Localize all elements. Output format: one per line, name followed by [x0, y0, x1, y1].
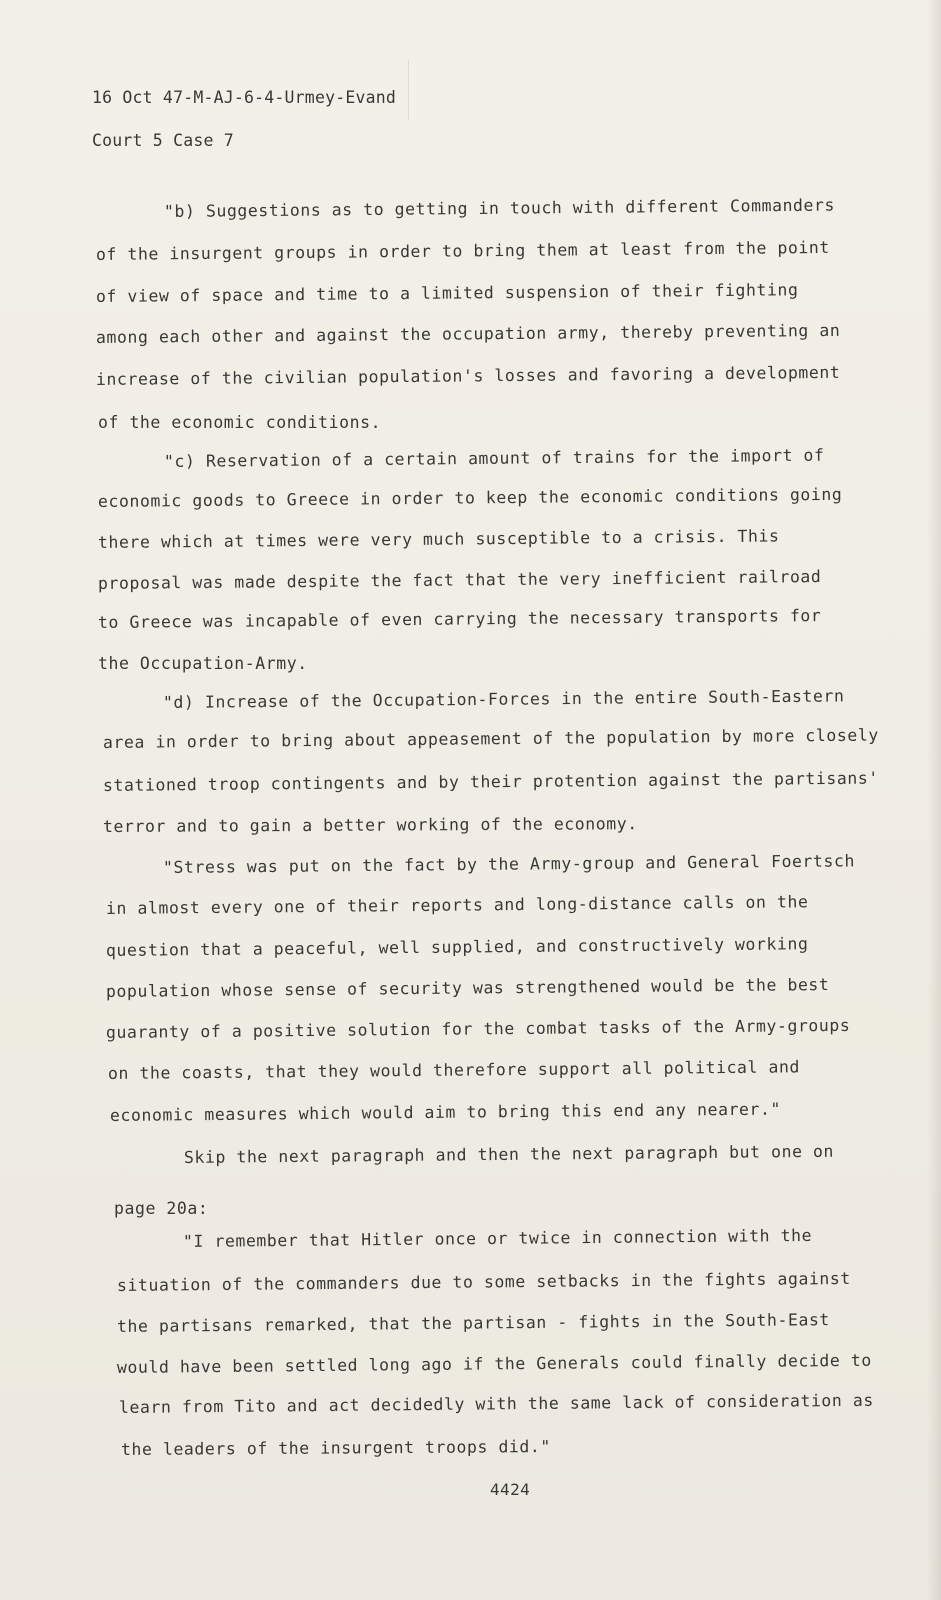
body-line: economic goods to Greece in order to keep the economic conditions going — [97, 484, 843, 511]
body-line: "Stress was put on the fact by the Army-group and General Foertsch — [162, 851, 855, 877]
body-line: economic measures which would aim to bring this end any nearer." — [109, 1099, 782, 1125]
body-line: increase of the civilian population's losses and favoring a development — [95, 362, 841, 389]
body-line: page 20a: — [114, 1199, 209, 1218]
body-line: to Greece was incapable of even carrying the necessary transports for — [97, 606, 822, 632]
body-line: learn from Tito and act decidedly with the same lack of consideration as — [118, 1390, 874, 1417]
body-line: "c) Reservation of a certain amount of trains for the import of — [163, 445, 825, 471]
body-line: area in order to bring about appeasement of the population by more closely — [102, 725, 879, 752]
body-line: on the coasts, that they would therefore support all political and — [107, 1057, 800, 1083]
page-number: 4424 — [490, 1480, 531, 1499]
body-line: proposal was made despite the fact that the very inefficient railroad — [97, 567, 822, 593]
body-line: situation of the commanders due to some setbacks in the fights against — [116, 1268, 851, 1295]
body-line: "b) Suggestions as to getting in touch with different Commanders — [163, 195, 836, 221]
body-line: question that a peaceful, well supplied, and constructively working — [105, 934, 809, 960]
court-case-label: Court 5 Case 7 — [92, 131, 234, 150]
body-line: of view of space and time to a limited suspension of their fighting — [95, 280, 799, 306]
paper-crease — [408, 60, 409, 120]
body-line: the Occupation-Army. — [98, 654, 308, 673]
body-line: would have been settled long ago if the Generals could finally decide to — [116, 1350, 872, 1377]
body-line: there which at times were very much susceptible to a crisis. This — [97, 526, 780, 552]
body-line: of the economic conditions. — [98, 413, 382, 432]
body-line: the leaders of the insurgent troops did." — [120, 1436, 551, 1459]
body-line: in almost every one of their reports and long-distance calls on the — [105, 892, 809, 918]
document-reference: 16 Oct 47-M-AJ-6-4-Urmey-Evand — [92, 88, 397, 107]
body-line: guaranty of a positive solution for the combat tasks of the Army-groups — [105, 1015, 851, 1042]
body-line: the partisans remarked, that the partisan - fights in the South-East — [116, 1310, 830, 1336]
body-line: stationed troop contingents and by their protention against the partisans' — [102, 768, 879, 795]
page-edge-shadow — [927, 0, 941, 1600]
body-line: of the insurgent groups in order to bring them at least from the point — [95, 237, 830, 264]
body-line: "I remember that Hitler once or twice in connection with the — [182, 1225, 813, 1251]
body-line: among each other and against the occupation army, thereby preventing an — [95, 320, 841, 347]
body-line: population whose sense of security was strengthened would be the best — [105, 975, 830, 1001]
body-line: "d) Increase of the Occupation-Forces in the entire South-Eastern — [162, 686, 845, 712]
body-line: terror and to gain a better working of the economy. — [102, 814, 638, 836]
body-line: Skip the next paragraph and then the next paragraph but one on — [183, 1141, 835, 1167]
